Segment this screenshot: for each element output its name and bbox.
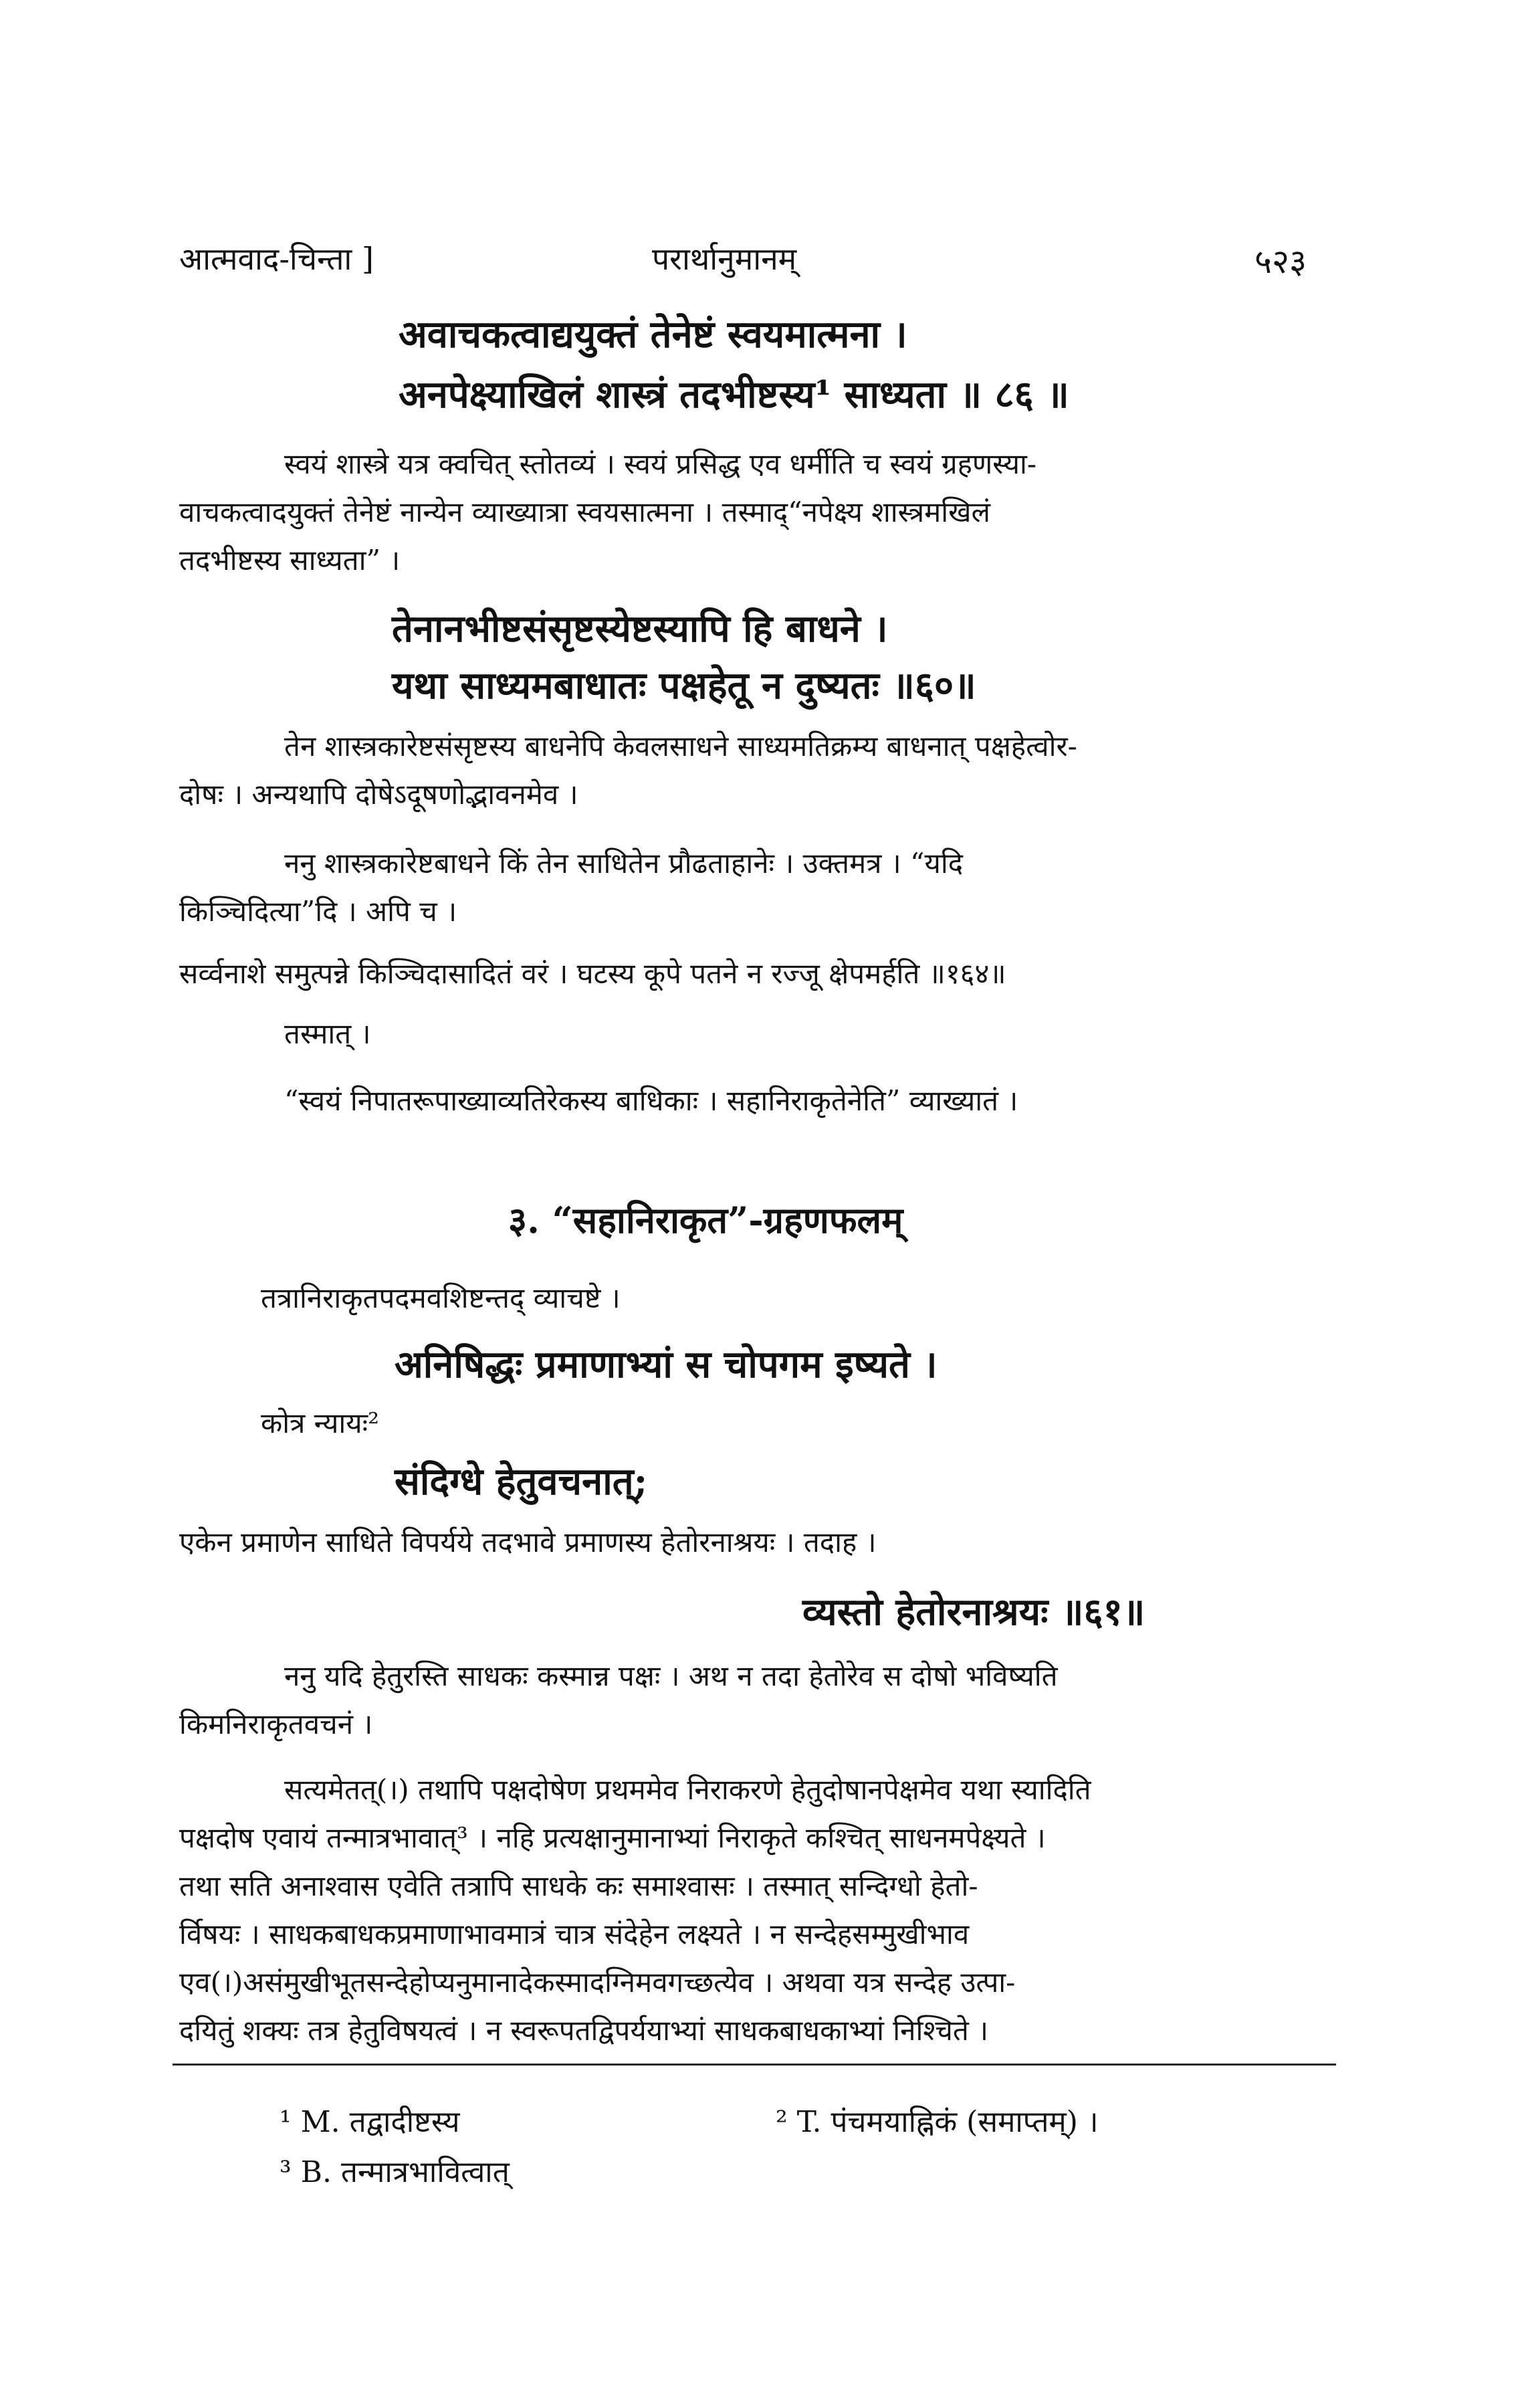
page-number: ५२३ — [1254, 242, 1307, 281]
commentary-5: तत्रानिराकृतपदमवशिष्टन्तद् व्याचष्टे । — [261, 1282, 621, 1314]
verse-89-line-2: अनपेक्ष्याखिलं शास्त्रं तदभीष्टस्य¹ साध्यता ॥ ८६ ॥ — [399, 373, 1069, 417]
commentary-3-line-1: ननु शास्त्रकारेष्टबाधने किं तेन साधितेन प्रौढताहानेः । उक्तमत्र । “यदि — [284, 847, 964, 880]
commentary-7: एकेन प्रमाणेन साधिते विपर्यये तदभावे प्रमाणस्य हेतोरनाश्रयः । तदाह । — [179, 1526, 877, 1559]
commentary-8-line-2: किमनिराकृतवचनं । — [179, 1708, 373, 1740]
footnote-3: ³ B. तन्मात्रभावित्वात् — [280, 2155, 510, 2189]
commentary-1-line-3: तदभीष्टस्य साध्यता” । — [179, 544, 401, 577]
commentary-1-line-1: स्वयं शास्त्रे यत्र क्वचित् स्तोतव्यं । स्वयं प्रसिद्ध एव धर्मीति च स्वयं ग्रहणस्या- — [284, 447, 1037, 480]
commentary-9-line-1: सत्यमेतत्(।) तथापि पक्षदोषेण प्रथममेव निराकरणे हेतुदोषानपेक्षमेव यथा स्यादिति — [284, 1773, 1091, 1806]
verse-90-line-2: यथा साध्यमबाधातः पक्षहेतू न दुष्यतः ॥६०॥ — [392, 664, 976, 708]
verse-91: व्यस्तो हेतोरनाश्रयः ॥६१॥ — [802, 1590, 1145, 1634]
commentary-9-line-3: तथा सति अनाश्वास एवेति तत्रापि साधके कः समाश्वासः । तस्मात् सन्दिग्धो हेतो- — [179, 1870, 978, 1902]
footnote-2: ² T. पंचमयाह्निकं (समाप्तम्) । — [776, 2105, 1099, 2139]
quote-verse-164: सर्व्वनाशे समुत्पन्ने किञ्चिदासादितं वरं । घटस्य कूपे पतने न रज्जू क्षेपमर्हति ॥१६४॥ — [179, 957, 1006, 990]
commentary-4: “स्वयं निपातरूपाख्याव्यतिरेकस्य बाधिकाः । सहानिराकृतेनेति” व्याख्यातं । — [284, 1084, 1018, 1117]
verse-90-line-1: तेनानभीष्टसंसृष्टस्येष्टस्यापि हि बाधने । — [392, 607, 888, 651]
commentary-1-line-2: वाचकत्वादयुक्तं तेनेष्टं नान्येन व्याख्यात्रा स्वयसात्मना । तस्माद्“नपेक्ष्य शास्त्रमखिलं — [179, 496, 990, 528]
verse-89-line-1: अवाचकत्वाद्ययुक्तं तेनेष्टं स्वयमात्मना । — [399, 312, 907, 357]
commentary-6: कोत्र न्यायः² — [261, 1407, 379, 1439]
commentary-3-line-2: किञ्चिदित्या”दि । अपि च । — [179, 895, 457, 928]
commentary-2-line-2: दोषः । अन्यथापि दोषेऽदूषणोद्भावनमेव । — [179, 778, 578, 811]
verse-b: संदिग्धे हेतुवचनात्; — [395, 1460, 648, 1504]
running-header-title: परार्थानुमानम् — [652, 241, 797, 277]
verse-a: अनिषिद्धः प्रमाणाभ्यां स चोपगम इष्यते । — [395, 1342, 938, 1387]
tasmat-line: तस्मात् । — [284, 1017, 371, 1050]
commentary-9-line-4: र्विषयः । साधकबाधकप्रमाणाभावमात्रं चात्र संदेहेन लक्ष्यते । न सन्देहसम्मुखीभाव — [179, 1918, 970, 1950]
commentary-8-line-1: ननु यदि हेतुरस्ति साधकः कस्मान्न पक्षः । अथ न तदा हेतोरेव स दोषो भविष्यति — [284, 1660, 1058, 1692]
commentary-2-line-1: तेन शास्त्रकारेष्टसंसृष्टस्य बाधनेपि केवलसाधने साध्यमतिक्रम्य बाधनात् पक्षहेत्वोर- — [284, 730, 1077, 763]
commentary-9-line-2: पक्षदोष एवायं तन्मात्रभावात्³ । नहि प्रत्यक्षानुमानाभ्यां निराकृते कश्चित् साधनमपेक्ष्यते । — [179, 1821, 1046, 1854]
section-heading: ३. “सहानिराकृत”-ग्रहणफलम् — [508, 1199, 903, 1241]
footnote-1: ¹ M. तद्वादीष्टस्य — [280, 2105, 460, 2139]
commentary-9-line-5: एव(।)असंमुखीभूतसन्देहोप्यनुमानादेकस्मादग्निमवगच्छत्येव । अथवा यत्र सन्देह उत्पा- — [179, 1966, 1016, 1999]
running-header-chapter: आत्मवाद-चिन्ता ] — [179, 241, 374, 277]
commentary-9-line-6: दयितुं शक्यः तत्र हेतुविषयत्वं । न स्वरूपतद्विपर्ययाभ्यां साधकबाधकाभ्यां निश्चिते । — [179, 2014, 989, 2047]
footnote-divider — [173, 2064, 1336, 2066]
